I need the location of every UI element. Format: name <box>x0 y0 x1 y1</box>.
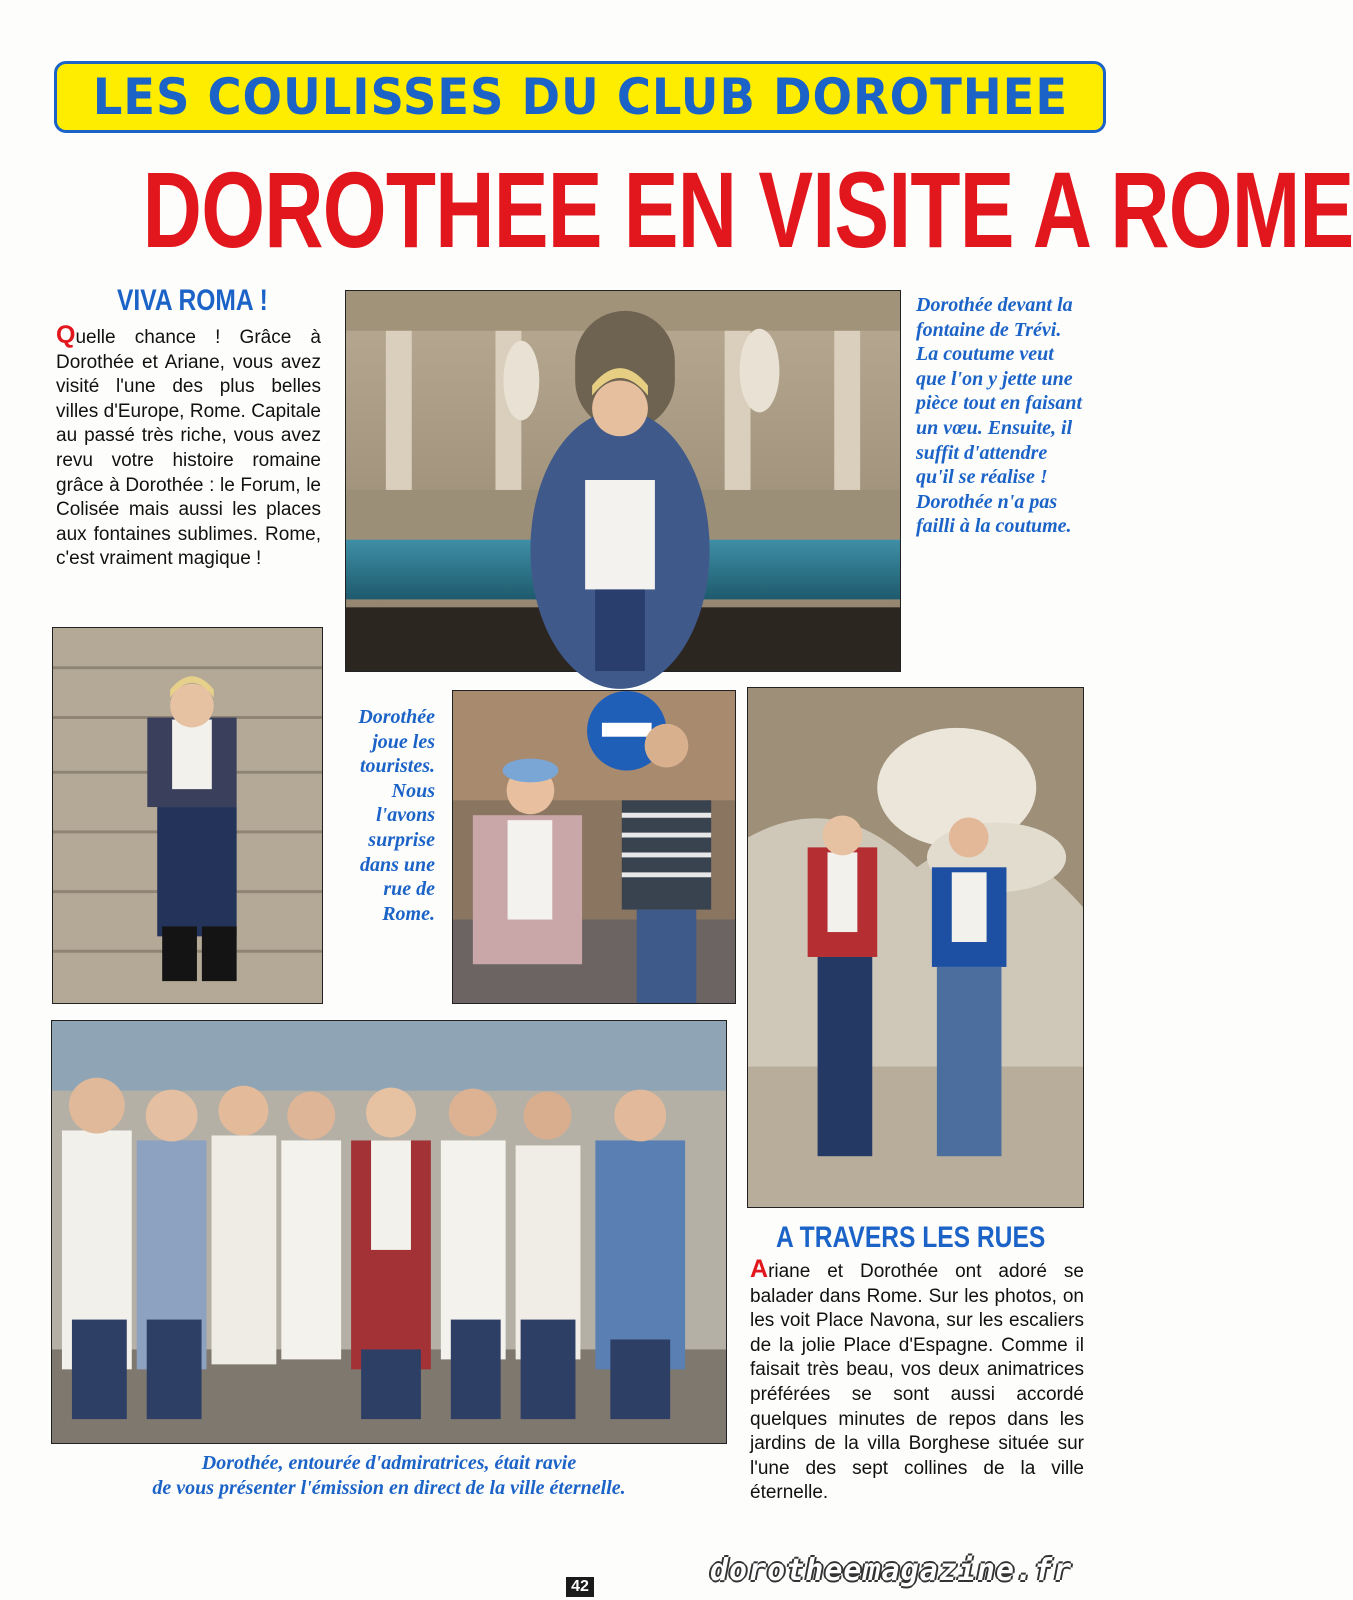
page-headline: DOROTHEE EN VISITE A ROME <box>142 149 1353 270</box>
caption-tourists: Dorothée joue les touristes. Nous l'avons surprise dans une rue de Rome. <box>358 706 435 925</box>
section-body-intro <box>56 323 321 572</box>
intro-text: uelle chance ! Grâce à Dorothée et Ariane, vous avez visité l'une des plus belles villes d'Europe, Rome. Capitale au passé très riche, vous avez revu votre histoire romaine grâce à Dorothée : le Forum, le Colisée mais aussi les places aux fontaines sublimes. Rome, c'est vraiment magique ! <box>56 327 321 570</box>
photo-trevi-fountain <box>345 290 901 672</box>
caption-group <box>51 1451 727 1500</box>
rues-text: riane et Dorothée ont adoré se balader dans Rome. Sur les photos, on les voit Place Navona, sur les escaliers de la jolie Place d'Espagne. Comme il faisait très beau, vos deux animatrices préférées se sont aussi accordé quelques minutes de repos dans les jardins de la villa Borghese située sur l'une des sept collines de la ville éternelle. <box>750 1261 1084 1504</box>
photo-tourists-street <box>452 690 736 1004</box>
photo-spanish-steps <box>52 627 323 1004</box>
section-heading-a-travers-les-rues: A TRAVERS LES RUES <box>776 1221 1046 1254</box>
caption-group-line-1: Dorothée, entourée d'admiratrices, était ravie <box>201 1452 577 1474</box>
caption-trevi: Dorothée devant la fontaine de Trévi. La coutume veut que l'on y jette une pièce tout en faisant un vœu. Ensuite, il suffit d'attendre qu'il se réalise ! Dorothée n'a pas failli à la coutume. <box>916 294 1083 538</box>
page-number: 42 <box>566 1577 594 1597</box>
section-body-rues <box>750 1257 1084 1506</box>
section-banner <box>54 61 1106 133</box>
site-watermark: dorotheemagazine.fr <box>710 1553 1073 1588</box>
caption-group-line-2: de vous présenter l'émission en direct de la ville éternelle. <box>152 1476 626 1499</box>
drop-cap: A <box>750 1255 769 1283</box>
photo-group-admirers <box>51 1020 727 1444</box>
drop-cap: Q <box>56 321 76 349</box>
section-heading-viva-roma: VIVA ROMA ! <box>117 284 268 317</box>
photo-piazza-navona <box>747 687 1084 1208</box>
banner-title: LES COULISSES DU CLUB DOROTHEE <box>92 68 1068 126</box>
